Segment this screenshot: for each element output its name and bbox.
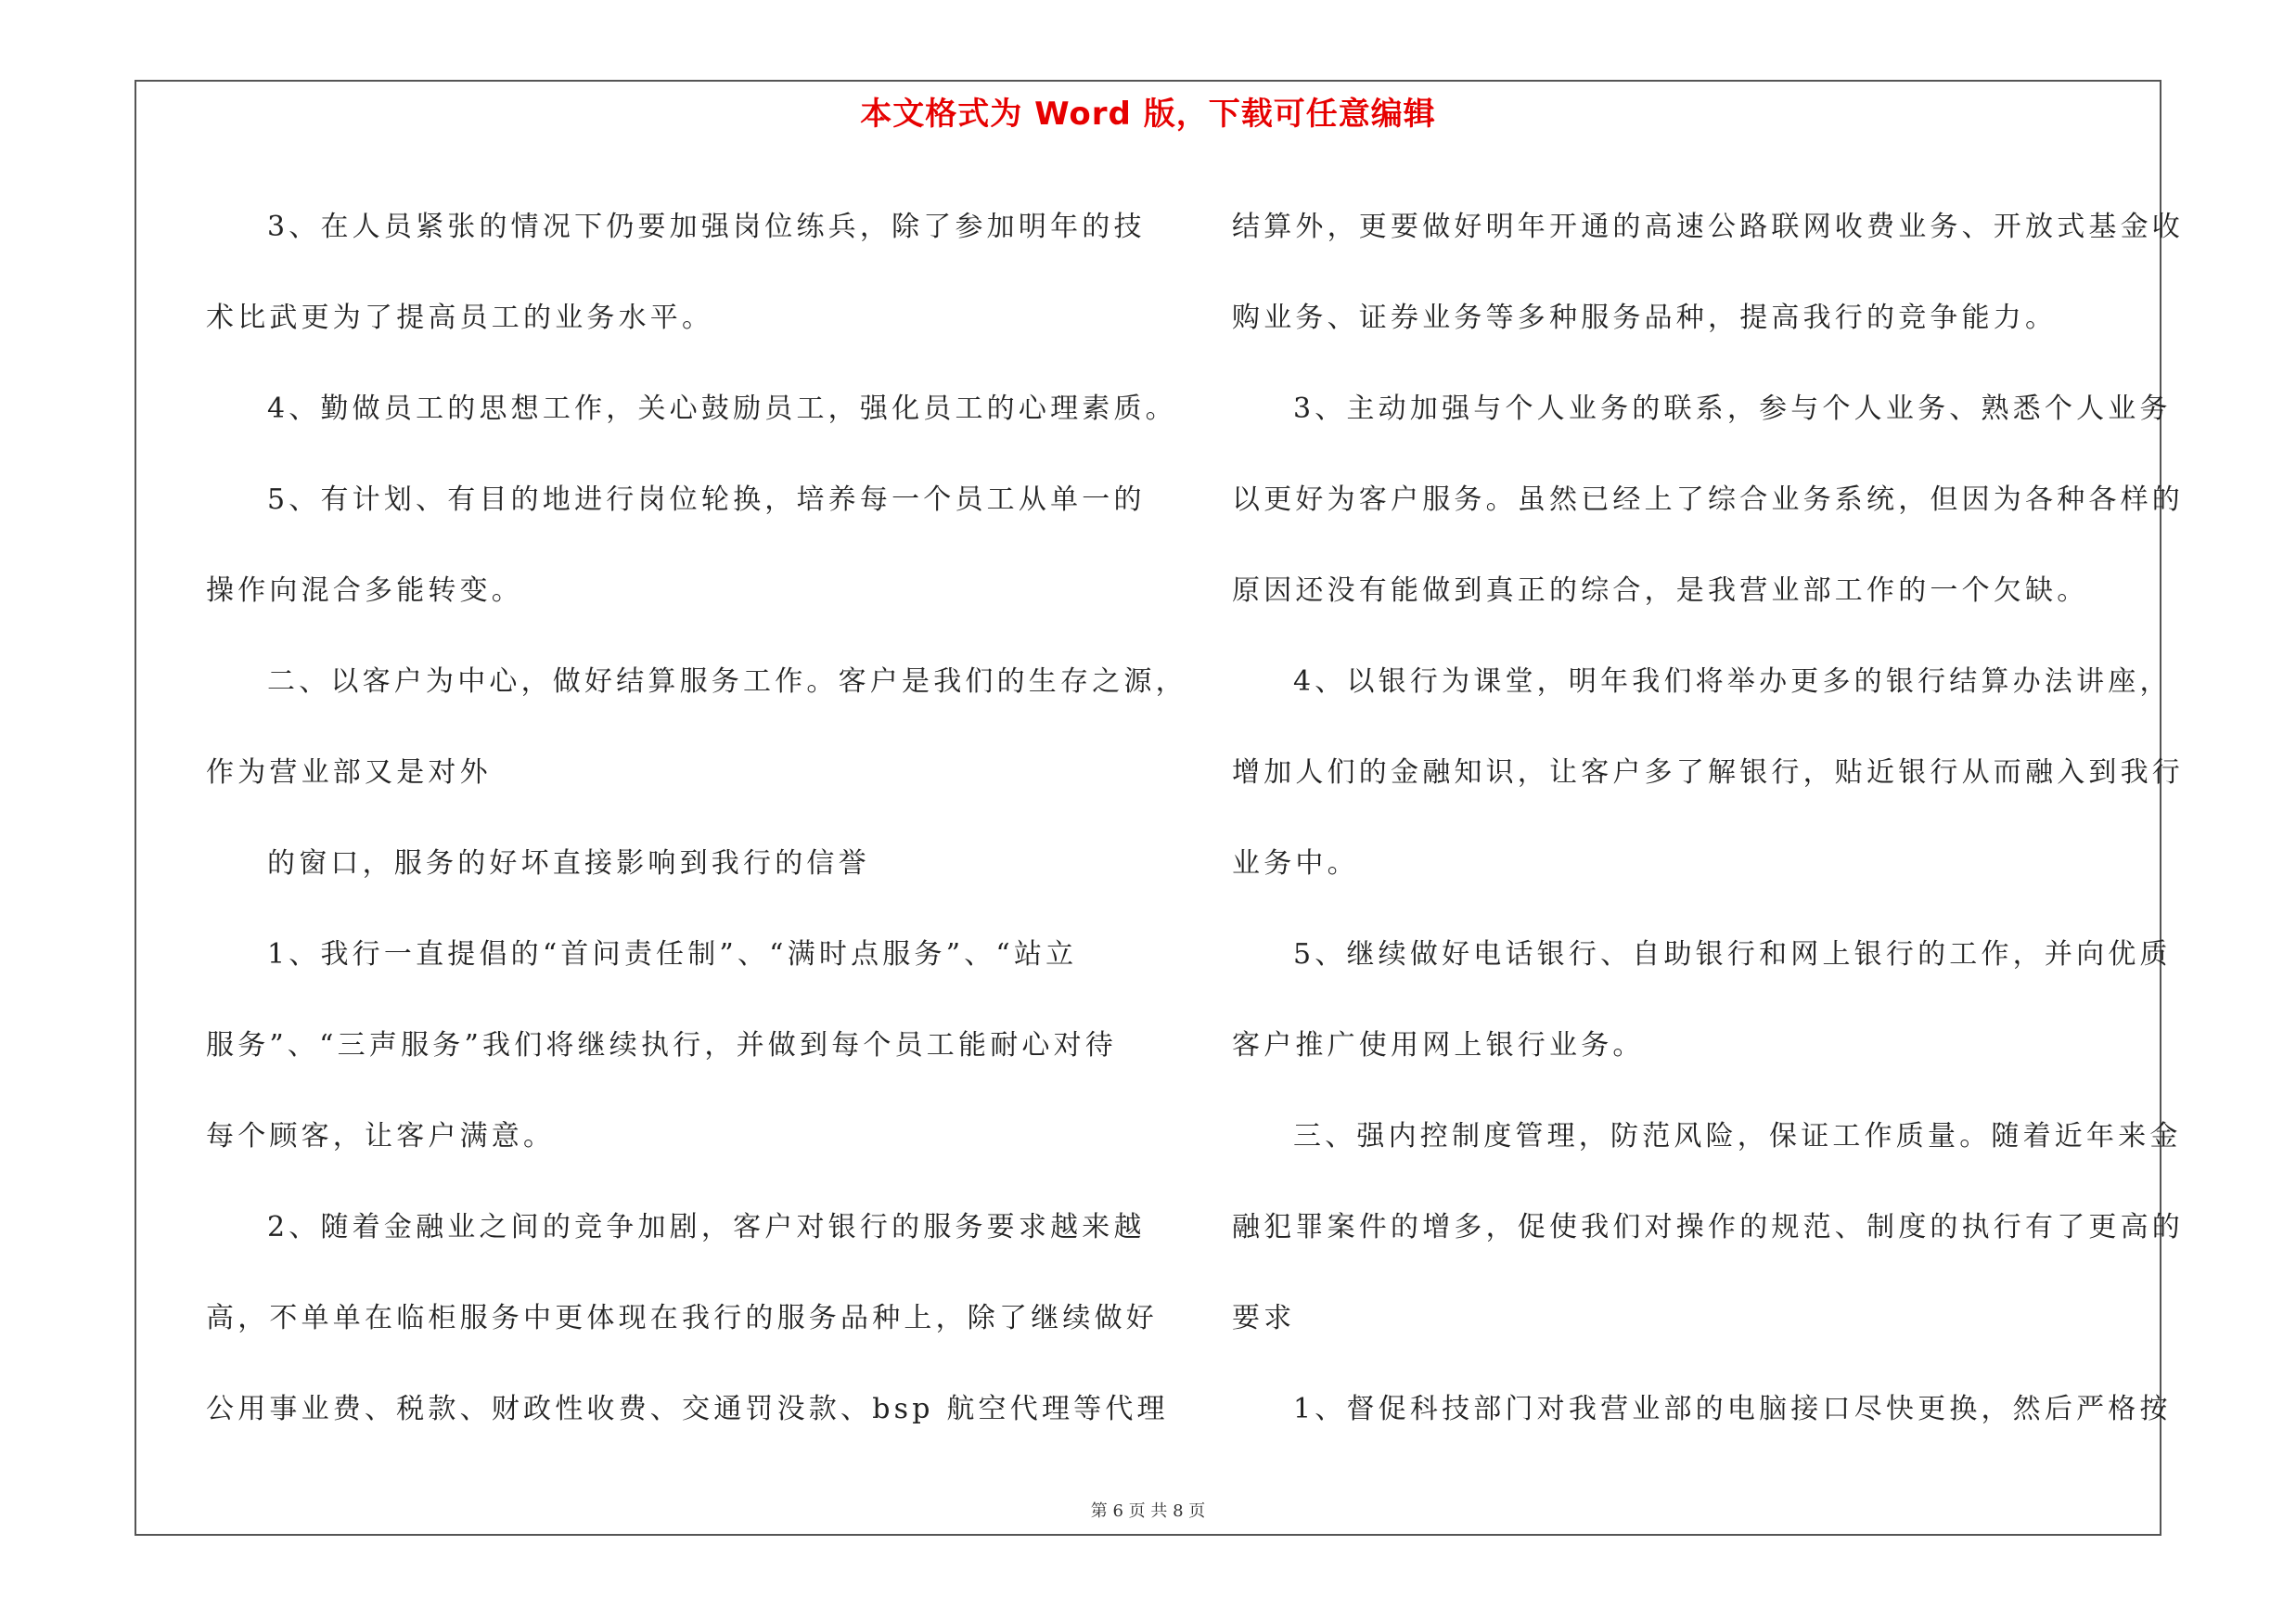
text-line: 5、有计划、有目的地进行岗位轮换，培养每一个员工从单一的 (267, 483, 1146, 516)
text-line: 三、强内控制度管理，防范风险，保证工作质量。随着近年来金 (1293, 1120, 2182, 1153)
text-line: 3、在人员紧张的情况下仍要加强岗位练兵，除了参加明年的技 (267, 211, 1146, 243)
text-line: 增加人们的金融知识，让客户多了解银行，贴近银行从而融入到我行 (1232, 756, 2184, 789)
text-line: 购业务、证券业务等多种服务品种，提高我行的竞争能力。 (1232, 302, 2058, 334)
format-banner: 本文格式为 Word 版，下载可任意编辑 (860, 96, 1436, 133)
text-line: 1、我行一直提倡的“首问责任制”、“满时点服务”、“站立 (267, 938, 1078, 971)
text-line: 术比武更为了提高员工的业务水平。 (206, 302, 714, 334)
text-line: 高，不单单在临柜服务中更体现在我行的服务品种上，除了继续做好 (206, 1302, 1158, 1334)
text-line: 以更好为客户服务。虽然已经上了综合业务系统，但因为各种各样的 (1232, 483, 2184, 516)
text-line: 业务中。 (1232, 847, 1359, 880)
page-footer: 第 6 页 共 8 页 (1090, 1501, 1206, 1521)
text-line: 服务”、“三声服务”我们将继续执行，并做到每个员工能耐心对待 (206, 1029, 1118, 1062)
text-line: 要求 (1232, 1302, 1296, 1334)
text-line: 2、随着金融业之间的竞争加剧，客户对银行的服务要求越来越 (267, 1211, 1146, 1243)
text-line: 每个顾客，让客户满意。 (206, 1120, 556, 1153)
text-line: 4、以银行为课堂，明年我们将举办更多的银行结算办法讲座， (1293, 665, 2172, 698)
text-line: 操作向混合多能转变。 (206, 574, 523, 607)
text-line: 原因还没有能做到真正的综合，是我营业部工作的一个欠缺。 (1232, 574, 2089, 607)
left-column (206, 182, 1187, 1455)
text-line: 公用事业费、税款、财政性收费、交通罚没款、bsp 航空代理等代理 (206, 1393, 1169, 1425)
text-line: 结算外，更要做好明年开通的高速公路联网收费业务、开放式基金收 (1232, 211, 2184, 243)
right-column (1232, 182, 2184, 1455)
text-line: 的窗口，服务的好坏直接影响到我行的信誉 (267, 847, 870, 880)
text-line: 5、继续做好电话银行、自助银行和网上银行的工作，并向优质 (1293, 938, 2172, 971)
text-line: 1、督促科技部门对我营业部的电脑接口尽快更换，然后严格按 (1293, 1393, 2172, 1425)
text-line: 4、勤做员工的思想工作，关心鼓励员工，强化员工的心理素质。 (267, 393, 1177, 425)
text-line: 3、主动加强与个人业务的联系，参与个人业务、熟悉个人业务 (1293, 393, 2172, 425)
text-line: 融犯罪案件的增多，促使我们对操作的规范、制度的执行有了更高的 (1232, 1211, 2184, 1243)
text-line: 二、以客户为中心，做好结算服务工作。客户是我们的生存之源， (267, 665, 1187, 698)
text-line: 作为营业部又是对外 (206, 756, 492, 789)
text-line: 客户推广使用网上银行业务。 (1232, 1029, 1645, 1062)
